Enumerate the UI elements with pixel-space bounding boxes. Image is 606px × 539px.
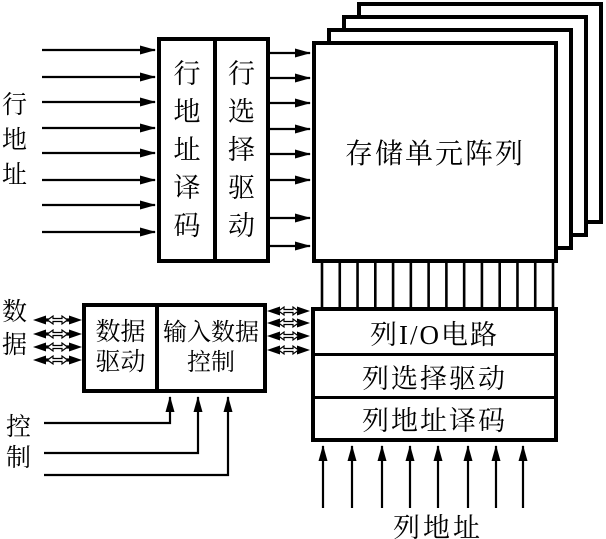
array-to-col-io-lines	[322, 259, 553, 309]
control-signal-lines	[44, 397, 228, 475]
col-address-decoder-row	[315, 396, 554, 438]
control-label: 控制	[5, 414, 31, 472]
input-data-control-cell	[159, 307, 263, 389]
data-driver-label: 数据 驱动	[95, 319, 146, 376]
row-address-decoder-cell	[161, 41, 217, 259]
col-select-driver-row	[315, 353, 554, 396]
row-address-label: 行地址	[1, 92, 27, 189]
data-bus-arrows-right	[267, 307, 310, 355]
memory-array-label: 存储单元阵列	[344, 139, 525, 170]
data-bus-arrows-left	[33, 316, 82, 365]
row-address-input-arrows	[42, 50, 155, 232]
col-address-decoder-label: 列地址译码	[362, 406, 507, 436]
memory-array-box	[312, 41, 558, 263]
column-circuits-box	[311, 307, 558, 442]
row-address-decoder-label: 行地址译码	[173, 59, 201, 241]
row-decoder-driver-box	[157, 37, 270, 263]
row-select-output-arrows	[270, 53, 310, 246]
data-driver-control-box	[82, 303, 267, 393]
row-select-driver-label: 行选择驱动	[228, 59, 255, 241]
col-address-label: 列地址	[393, 513, 483, 539]
col-io-label: 列I/O电路	[370, 319, 499, 350]
col-select-driver-label: 列选择驱动	[362, 363, 507, 394]
input-data-control-label: 输入数据 控制	[163, 320, 259, 376]
col-io-row	[315, 311, 554, 353]
col-address-input-arrows	[323, 446, 523, 508]
row-select-driver-cell	[217, 41, 266, 259]
data-label: 数据	[1, 299, 27, 359]
data-driver-cell	[86, 307, 159, 389]
